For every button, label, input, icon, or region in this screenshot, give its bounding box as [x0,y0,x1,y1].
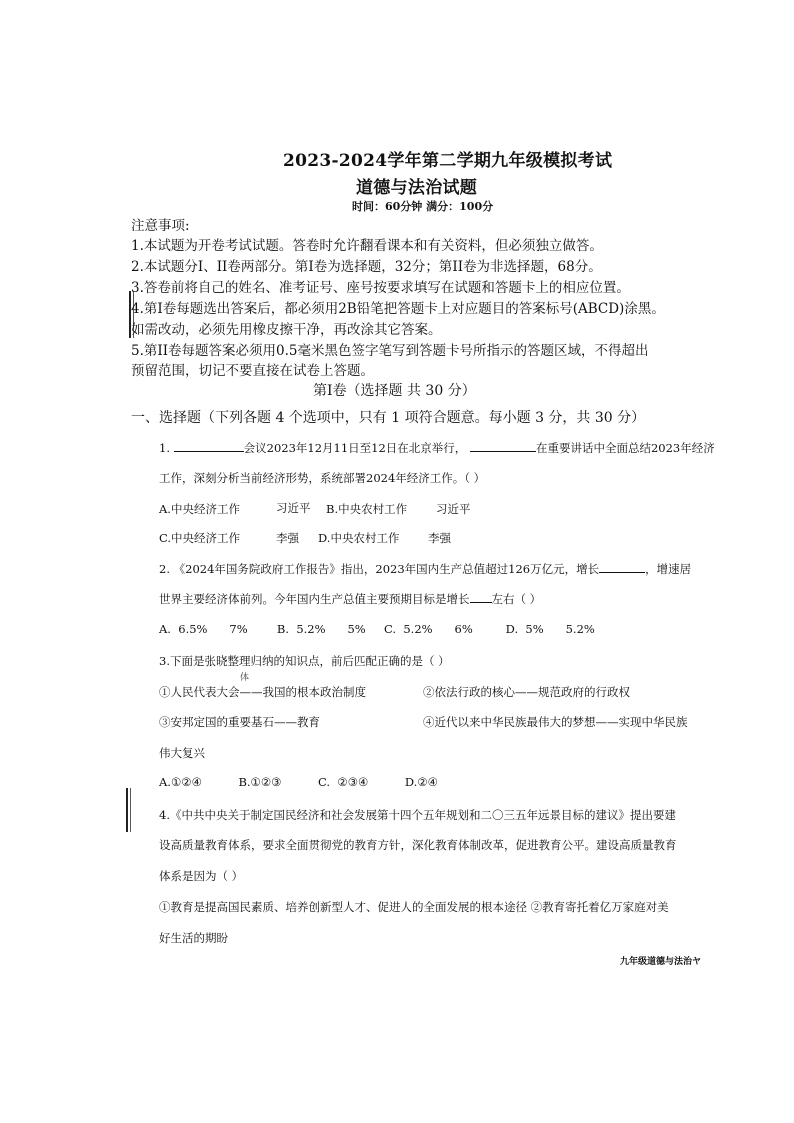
binding-mark-bottom [126,788,131,832]
q1-text-1: 会议2023年12月11日至12日在北京举行， [243,441,467,455]
time-score: 时间：60分钟 满分：100分 [352,200,494,213]
handwritten-mark: 体 [240,673,250,683]
notice-item-2: 2.本试题分Ⅰ、II卷两部分。第Ⅰ卷为选择题，32分；第II卷为非选择题，68分。 [131,259,602,275]
q1-option-b: B.中央农村工作 [326,502,408,516]
q1-option-c: C.中央经济工作 [159,531,241,545]
notice-item-5b: 预留范围，切记不要直接在试卷上答题。 [131,363,374,379]
q1-stem [159,440,715,456]
q1-option-a-name: 习近平 [276,501,311,515]
notice-item-5: 5.第II卷每题答案必须用0.5毫米黑色签字笔写到答题卡号所指示的答题区域，不得超出 [131,343,649,359]
q2-line2-a: 世界主要经济体前列。今年国内生产总值主要预期目标是增长 [159,592,470,606]
notice-heading: 注意事项: [131,218,190,234]
notice-item-4b: 如需改动，必须先用橡皮擦干净，再改涂其它答案。 [131,322,442,338]
q3-options: A.①②④ B.①②③ C. ②③④ D.②④ [159,775,438,789]
notice-item-3: 3.答卷前将自己的姓名、准考证号、座号按要求填写在试题和答题卡上的相应位置。 [131,280,630,296]
q1-option-d-name: 李强 [428,531,451,545]
q2-line2 [159,591,541,607]
q3-item-2: ②依法行政的核心——规范政府的行政权 [423,685,630,699]
q1-number: 1. [159,441,170,455]
q1-line2: 工作，深刻分析当前经济形势，系统部署2024年经济工作。（ ） [159,471,486,485]
q4-line-4: ①教育是提高国民素质、培养创新型人才、促进人的全面发展的根本途径 ②教育寄托着亿万家庭对美 [159,900,669,914]
q3-stem: 3.下面是张晓整理归纳的知识点，前后匹配正确的是（ ） [159,654,450,668]
notice-item-1: 1.本试题为开卷考试试题。答卷时允许翻看课本和有关资料，但必须独立做答。 [131,238,603,254]
q2-text-2: ，增速居 [645,562,692,576]
exam-title: 2023-2024学年第二学期九年级模拟考试 [283,151,613,171]
q3-item-3: ③安邦定国的重要基石——教育 [159,715,320,729]
q1-text-2: 在重要讲话中全面总结2023年经济 [535,441,715,455]
q2-stem [159,561,691,577]
q4-line-5: 好生活的期盼 [159,931,228,945]
q2-blank-1 [599,572,645,573]
q1-option-c-name: 李强 [276,531,299,545]
q4-line-2: 设高质量教育体系，要求全面贯彻党的教育方针，深化教育体制改革，促进教育公平。建设高质量教育 [159,838,677,852]
q3-item-1: ①人民代表大会——我国的根本政治制度 [159,685,366,699]
part1-title: 第Ⅰ卷（选择题 共 30 分） [313,383,476,399]
q4-line-3: 体系是因为（ ） [159,869,244,883]
page-footer: 九年级道德与法治ヤ [620,957,702,967]
q1-option-b-name: 习近平 [436,502,471,516]
q2-blank-2 [470,602,492,603]
subject-title: 道德与法治试题 [356,178,478,198]
q2-text-1: 2. 《2024年国务院政府工作报告》指出，2023年国内生产总值超过126万亿元，增长 [159,562,600,576]
q1-option-d: D.中央农村工作 [318,531,400,545]
q3-item-4b: 伟大复兴 [159,746,205,760]
q4-line-1: 4.《中共中央关于制定国民经济和社会发展第十四个五年规划和二〇三五年远景目标的建议》提出要建 [159,808,676,822]
q1-option-a: A.中央经济工作 [159,502,240,516]
q1-blank-1 [174,451,244,452]
section-instruction: 一、选择题（下列各题 4 个选项中，只有 1 项符合题意。每小题 3 分，共 30 分） [131,410,646,426]
q3-item-4: ④近代以来中华民族最伟大的梦想——实现中华民族 [423,715,688,729]
q2-options: A. 6.5% 7% B. 5.2% 5% C. 5.2% 6% D. 5% 5.2% [159,622,595,636]
q1-blank-2 [470,451,536,452]
notice-item-4: 4.第Ⅰ卷每题选出答案后，都必须用2B铅笔把答题卡上对应题目的答案标号(ABCD)涂黑。 [131,301,665,317]
q2-line2-b: 左右（ ） [491,592,542,606]
